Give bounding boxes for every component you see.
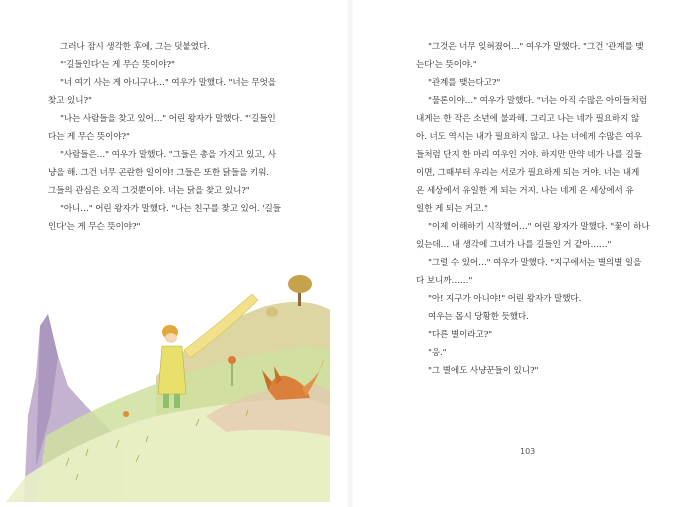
paragraph-line: "응." (428, 348, 447, 358)
page-number: 103 (520, 447, 536, 456)
paragraph-line: "그럴 수 있어…" 여우가 말했다. "지구에서는 별의별 일을 (428, 258, 642, 268)
paragraph-line: 는다'는 뜻이야." (416, 60, 477, 70)
small-bush (266, 307, 278, 317)
paragraph-line: 이면, 그때부터 우리는 서로가 필요하게 되는 거야. 너는 내게 (416, 168, 640, 178)
paragraph-line: "나는 사람들을 찾고 있어…" 어린 왕자가 말했다. "'길들인 (60, 114, 276, 124)
paragraph-line: "'길들인다'는 게 무슨 뜻이야?" (60, 60, 175, 70)
paragraph-line: 들처럼 단지 한 마리 여우인 거야. 하지만 만약 네가 나를 길들 (416, 150, 642, 160)
paragraph-line: "다른 별이라고?" (428, 330, 493, 340)
paragraph-line: "물론이야…" 여우가 말했다. "너는 아직 수많은 아이들처럼 (428, 96, 647, 106)
paragraph-line: 그들의 관심은 오직 그것뿐이야. 너는 닭을 찾고 있니?" (48, 186, 250, 196)
paragraph-line: 아. 너도 역시는 내가 필요하지 않고. 나는 너에게 수많은 여우 (416, 132, 642, 142)
paragraph-line: "사람들은…" 여우가 말했다. "그들은 총을 가지고 있고, 사 (60, 150, 276, 160)
paragraph-line: 찾고 있니?" (48, 96, 92, 106)
paragraph-line: "관계를 맺는다고?" (428, 78, 501, 88)
paragraph-line: 여우는 몹시 당황한 듯했다. (428, 312, 529, 322)
paragraph-line: 인다'는 게 무슨 뜻이야?" (48, 222, 141, 232)
paragraph-line: 있는데… 내 생각에 그녀가 나를 길들인 거 같아……" (416, 240, 612, 250)
little-prince-fox-illustration (6, 266, 330, 502)
left-page-text (48, 38, 330, 236)
paragraph-line: "그 별에도 사냥꾼들이 있니?" (428, 366, 539, 376)
paragraph-line: "이제 이해하기 시작했어…" 어린 왕자가 말했다. "꽃이 하나 (428, 222, 650, 232)
paragraph-line: 다 보니까……" (416, 276, 473, 286)
right-page (350, 0, 700, 507)
flower-shape (228, 356, 236, 364)
paragraph-line: 내게는 한 작은 소년에 불과해. 그리고 나는 네가 필요하지 않 (416, 114, 640, 124)
paragraph-line: 다는 게 무슨 뜻이야?" (48, 132, 130, 142)
paragraph-line: "그것은 너무 잊혀졌어…" 여우가 말했다. "그건 '관계를 맺 (428, 42, 644, 52)
paragraph-line: 온 세상에서 유일한 게 되는 거지. 나는 네게 온 세상에서 유 (416, 186, 634, 196)
paragraph-line: "아! 지구가 아니야!" 어린 왕자가 말했다. (428, 294, 582, 304)
tree-crown (288, 275, 312, 293)
paragraph-line: 냥을 해. 그건 너무 곤란한 일이야! 그들은 또한 닭들을 키워. (48, 168, 269, 178)
right-page-text (416, 38, 684, 380)
paragraph-line: 일한 게 되는 거고." (416, 204, 488, 214)
paragraph-line: 그러나 잠시 생각한 후에, 그는 덧붙였다. (60, 42, 210, 52)
paragraph-line: "너 여기 사는 게 아니구나…" 여우가 말했다. "너는 무엇을 (60, 78, 276, 88)
paragraph-line: "아니…" 어린 왕자가 말했다. "나는 친구를 찾고 있어. '길들 (60, 204, 281, 214)
